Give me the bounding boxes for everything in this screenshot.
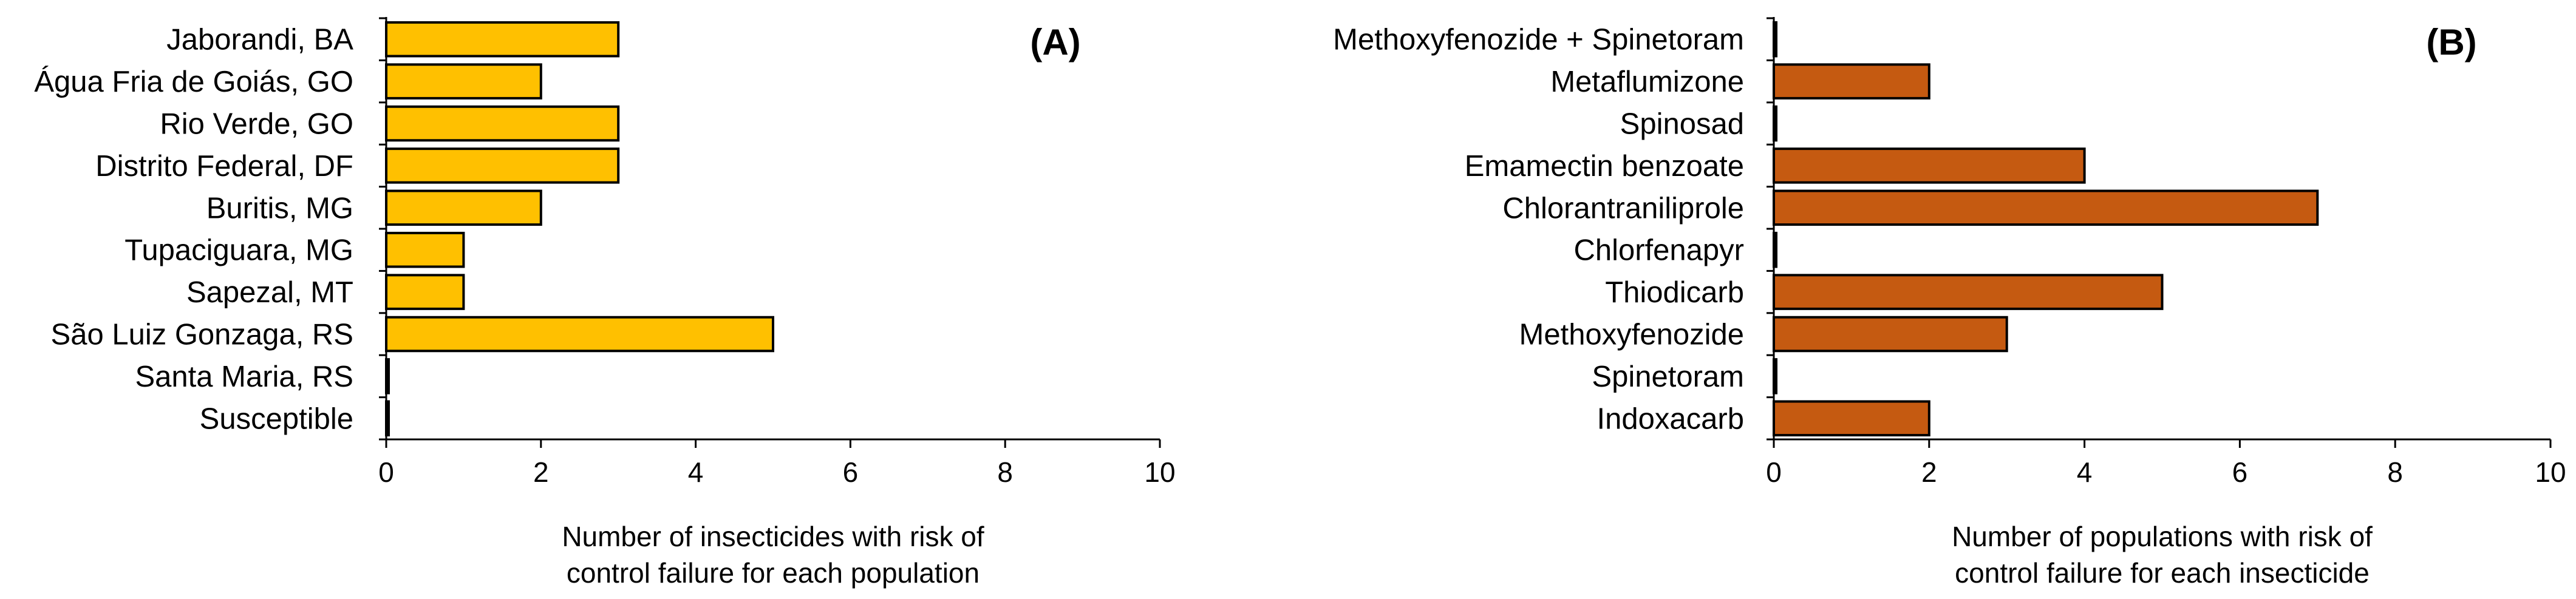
bar-a-3 — [386, 149, 618, 183]
bar-a-2 — [386, 107, 618, 141]
x-axis-title-a-line-1: Number of insecticides with risk of — [562, 521, 984, 552]
bar-a-0 — [386, 22, 618, 56]
category-label-a-0: Jaborandi, BA — [166, 23, 353, 56]
x-tick-label-a-0: 0 — [378, 456, 394, 488]
bar-b-1 — [1774, 64, 1929, 98]
category-label-a-8: Santa Maria, RS — [135, 360, 353, 393]
bar-b-4 — [1774, 191, 2317, 225]
x-axis-title-b-line-1: Number of populations with risk of — [1952, 521, 2373, 552]
category-label-b-1: Metaflumizone — [1550, 66, 1744, 99]
x-tick-label-b-5: 10 — [2535, 456, 2566, 488]
x-tick-label-a-4: 8 — [997, 456, 1013, 488]
bar-a-5 — [386, 233, 463, 267]
bar-b-3 — [1774, 149, 2085, 183]
category-label-b-9: Indoxacarb — [1596, 402, 1744, 436]
category-label-a-1: Água Fria de Goiás, GO — [34, 66, 353, 99]
category-label-a-4: Buritis, MG — [206, 192, 353, 225]
category-label-a-9: Susceptible — [199, 402, 353, 436]
x-tick-label-a-2: 4 — [687, 456, 704, 488]
category-label-b-2: Spinosad — [1620, 107, 1744, 141]
x-tick-label-b-2: 4 — [2076, 456, 2093, 488]
panel-label-b: (B) — [2426, 22, 2477, 63]
bar-a-7 — [386, 317, 773, 351]
category-label-a-6: Sapezal, MT — [186, 276, 353, 310]
category-label-b-6: Thiodicarb — [1605, 276, 1744, 310]
bar-b-7 — [1774, 317, 2007, 351]
x-tick-label-a-1: 2 — [533, 456, 549, 488]
category-label-a-5: Tupaciguara, MG — [124, 234, 353, 267]
category-label-b-3: Emamectin benzoate — [1464, 149, 1744, 183]
x-tick-label-a-5: 10 — [1144, 456, 1176, 488]
category-label-b-4: Chlorantraniliprole — [1502, 192, 1744, 225]
category-label-a-7: São Luiz Gonzaga, RS — [50, 318, 353, 351]
x-axis-title-b-line-2: control failure for each insecticide — [1955, 557, 2370, 589]
bar-a-4 — [386, 191, 541, 225]
category-label-b-8: Spinetoram — [1592, 360, 1744, 393]
x-tick-label-b-3: 6 — [2232, 456, 2248, 488]
bar-a-1 — [386, 64, 541, 98]
bar-a-6 — [386, 275, 463, 309]
category-label-b-0: Methoxyfenozide + Spinetoram — [1333, 23, 1744, 56]
category-label-a-2: Rio Verde, GO — [160, 107, 353, 141]
x-tick-label-b-1: 2 — [1921, 456, 1937, 488]
x-tick-label-b-0: 0 — [1766, 456, 1782, 488]
category-label-a-3: Distrito Federal, DF — [95, 149, 353, 183]
bar-b-9 — [1774, 402, 1929, 436]
panel-a-chart — [34, 17, 1175, 589]
x-tick-label-b-4: 8 — [2387, 456, 2403, 488]
panel-label-a: (A) — [1030, 22, 1081, 63]
category-label-b-7: Methoxyfenozide — [1519, 318, 1744, 351]
category-label-b-5: Chlorfenapyr — [1573, 234, 1744, 267]
x-tick-label-a-3: 6 — [842, 456, 859, 488]
panel-b-chart — [1333, 17, 2566, 589]
bar-b-6 — [1774, 275, 2162, 309]
x-axis-title-a-line-2: control failure for each population — [566, 557, 980, 589]
